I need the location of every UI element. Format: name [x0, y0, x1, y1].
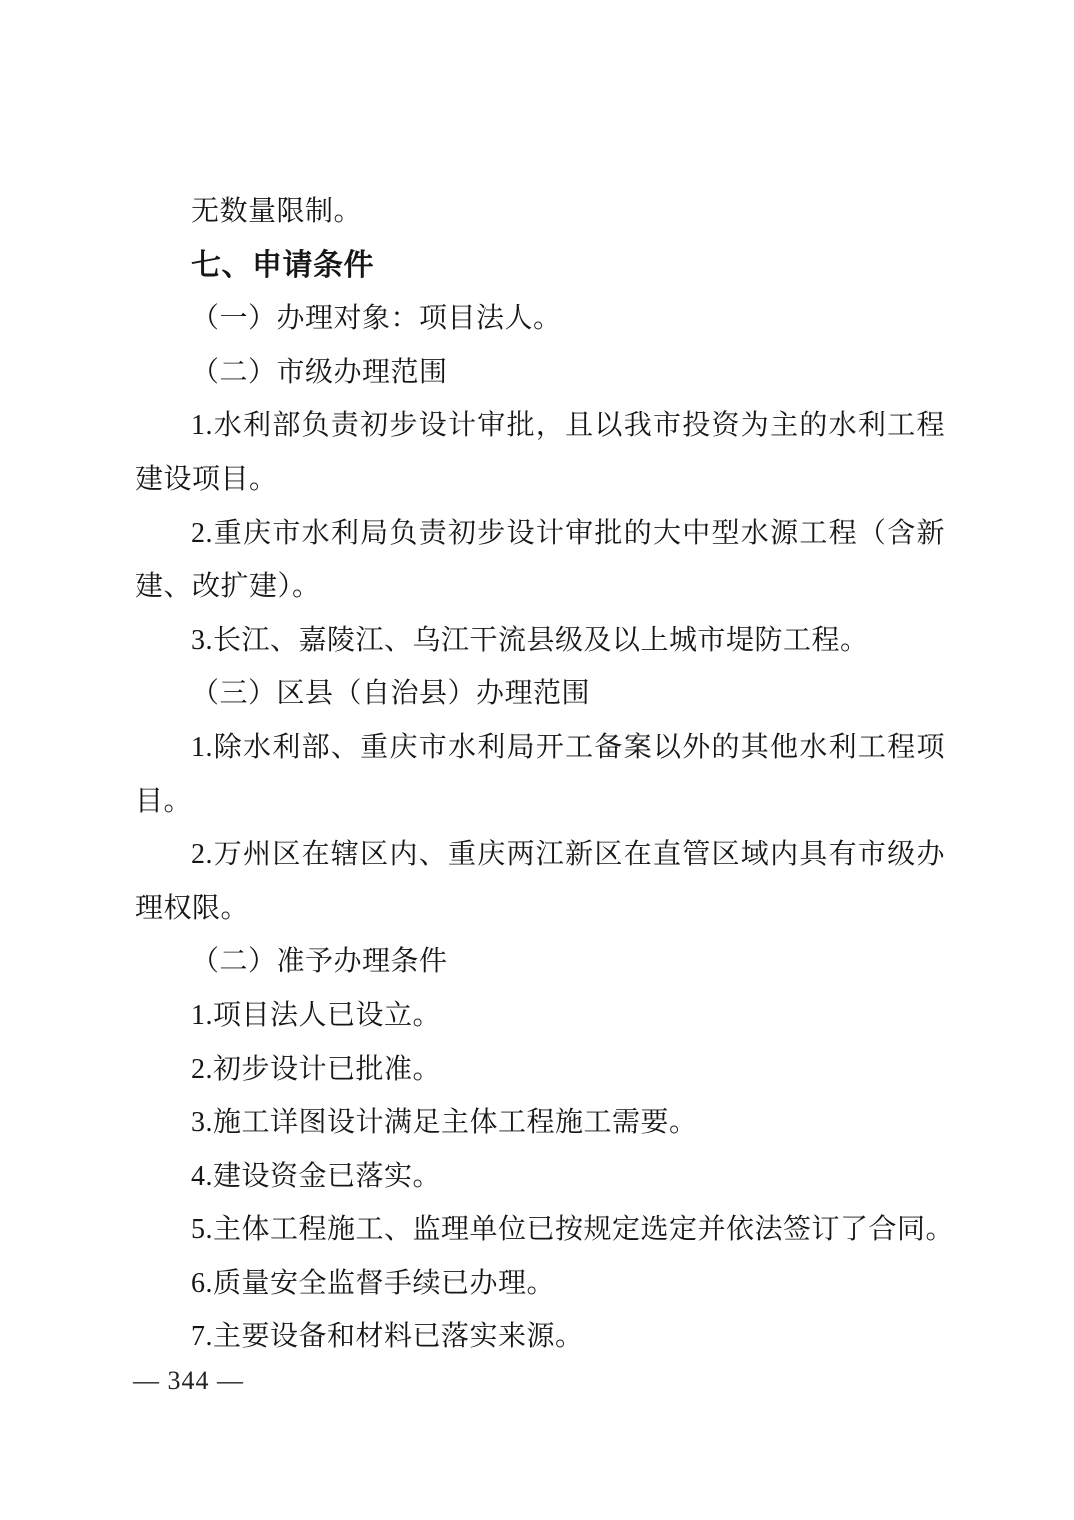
body-line: 1.除水利部、重庆市水利局开工备案以外的其他水利工程项 — [191, 731, 945, 763]
body-line: 7.主要设备和材料已落实来源。 — [191, 1321, 584, 1353]
body-line: 3.施工详图设计满足主体工程施工需要。 — [191, 1107, 698, 1139]
body-line: 2.初步设计已批准。 — [191, 1053, 442, 1085]
body-line: 建设项目。 — [135, 463, 278, 495]
body-line: 1.项目法人已设立。 — [191, 999, 442, 1031]
body-line: 2.重庆市水利局负责初步设计审批的大中型水源工程（含新 — [191, 517, 945, 549]
section-heading: 七、申请条件 — [191, 248, 374, 282]
body-line: 2.万州区在辖区内、重庆两江新区在直管区域内具有市级办 — [191, 839, 945, 871]
body-line: 6.质量安全监督手续已办理。 — [191, 1267, 556, 1299]
body-line: 1.水利部负责初步设计审批，且以我市投资为主的水利工程 — [191, 410, 945, 442]
body-line: （二）准予办理条件 — [191, 946, 448, 978]
document-text-block — [135, 185, 955, 1364]
body-line: 目。 — [135, 785, 193, 817]
body-line: 理权限。 — [135, 892, 250, 924]
page-number: — 344 — — [133, 1366, 244, 1395]
body-line: 5.主体工程施工、监理单位已按规定选定并依法签订了合同。 — [191, 1214, 955, 1246]
body-line: （一）办理对象：项目法人。 — [191, 303, 562, 335]
body-line: 4.建设资金已落实。 — [191, 1160, 442, 1192]
body-line: 3.长江、嘉陵江、乌江干流县级及以上城市堤防工程。 — [191, 624, 869, 656]
body-line: （三）区县（自治县）办理范围 — [191, 678, 591, 710]
body-line: 无数量限制。 — [191, 196, 363, 227]
body-line: 建、改扩建）。 — [135, 571, 321, 603]
body-line: （二）市级办理范围 — [191, 356, 448, 388]
